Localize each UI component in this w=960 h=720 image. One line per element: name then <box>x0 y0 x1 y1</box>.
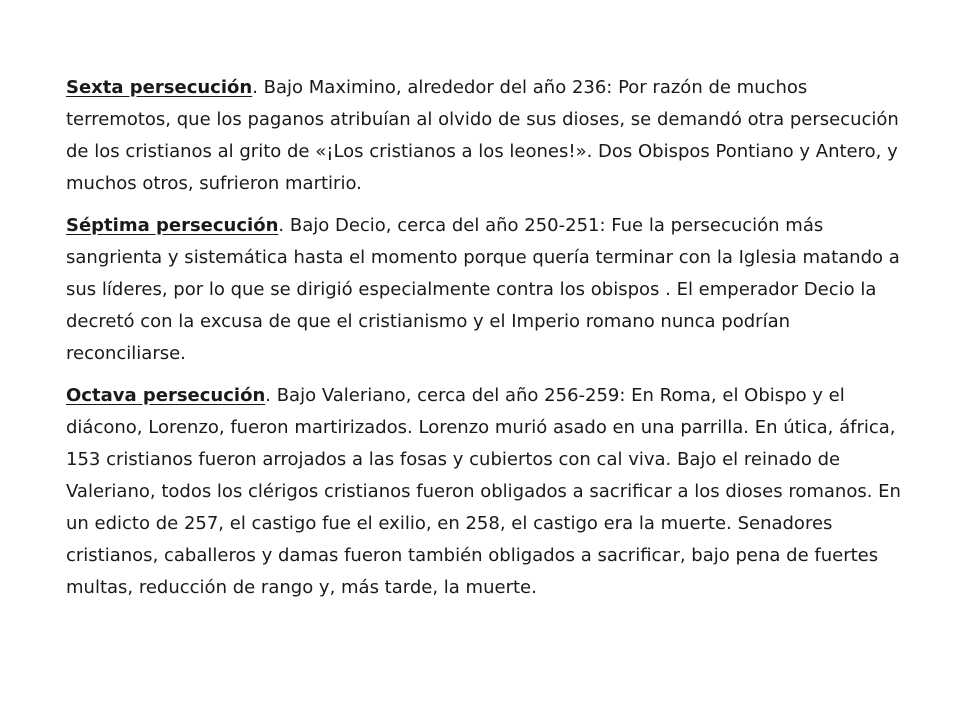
paragraph-body: . Bajo Decio, cerca del año 250-251: Fue la persecución más sangrienta y sistemática hasta el momento porque quería terminar con la Iglesia matando a sus líderes, por lo que se dirigió especialmente contra los obispos . El emperador Decio la decretó con la excusa de que el cristianismo y el Imperio romano nunca podrían reconciliarse. <box>66 215 900 364</box>
paragraph-octava-persecucion <box>66 380 914 604</box>
paragraph-heading: Séptima persecución <box>66 215 279 236</box>
paragraph-sexta-persecucion <box>66 72 914 200</box>
paragraph-heading: Sexta persecución <box>66 77 253 98</box>
paragraph-heading: Octava persecución <box>66 385 266 406</box>
paragraph-body: . Bajo Valeriano, cerca del año 256-259: En Roma, el Obispo y el diácono, Lorenzo, fueron martirizados. Lorenzo murió asado en una parrilla. En útica, áfrica, 153 cristianos fueron arrojados a las fosas y cubiertos con cal viva. Bajo el reinado de Valeriano, todos los clérigos cristianos fueron obligados a sacrificar a los dioses romanos. En un edicto de 257, el castigo fue el exilio, en 258, el castigo era la muerte. Senadores cristianos, caballeros y damas fueron también obligados a sacrificar, bajo pena de fuertes multas, reducción de rango y, más tarde, la muerte. <box>66 385 901 598</box>
slide-text-body <box>66 72 914 614</box>
paragraph-septima-persecucion <box>66 210 914 370</box>
paragraph-body: . Bajo Maximino, alrededor del año 236: Por razón de muchos terremotos, que los paganos atribuían al olvido de sus dioses, se demandó otra persecución de los cristianos al grito de «¡Los cristianos a los leones!». Dos Obispos Pontiano y Antero, y muchos otros, sufrieron martirio. <box>66 77 899 194</box>
